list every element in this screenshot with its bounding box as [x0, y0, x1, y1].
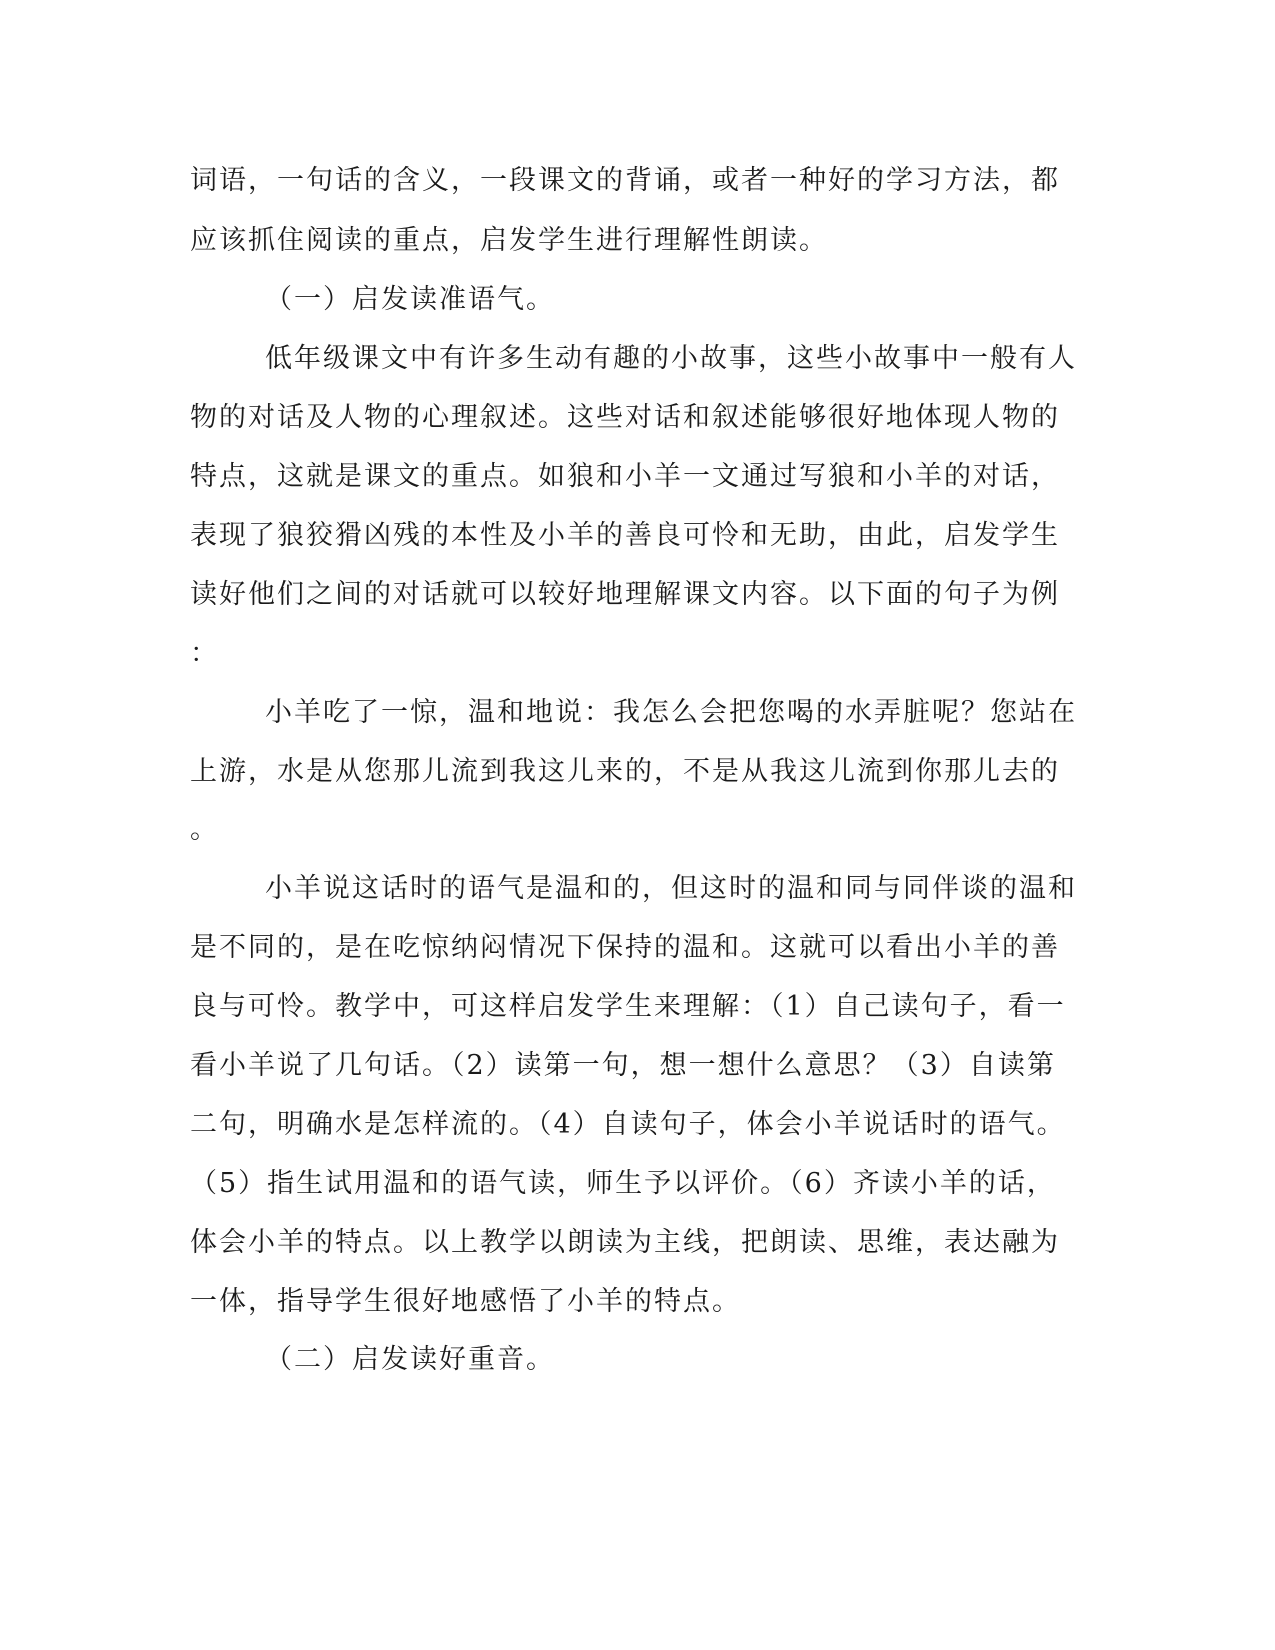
text-line: 小羊说这话时的语气是温和的，但这时的温和同与同伴谈的温和 — [265, 873, 1077, 904]
text-line: 应该抓住阅读的重点，启发学生进行理解性朗读。 — [190, 225, 828, 256]
text-line: 小羊吃了一惊，温和地说：我怎么会把您喝的水弄脏呢？您站在 — [265, 697, 1077, 728]
text-line: 词语，一句话的含义，一段课文的背诵，或者一种好的学习方法，都 — [190, 165, 1060, 196]
text-line: 物的对话及人物的心理叙述。这些对话和叙述能够很好地体现人物的 — [190, 402, 1060, 433]
text-line: （5）指生试用温和的语气读，师生予以评价。（6）齐读小羊的话， — [190, 1168, 1056, 1199]
text-line: 读好他们之间的对话就可以较好地理解课文内容。以下面的句子为例 — [190, 579, 1060, 610]
text-line: 是不同的，是在吃惊纳闷情况下保持的温和。这就可以看出小羊的善 — [190, 932, 1060, 963]
text-line: 特点，这就是课文的重点。如狼和小羊一文通过写狼和小羊的对话， — [190, 461, 1060, 492]
text-line: 低年级课文中有许多生动有趣的小故事，这些小故事中一般有人 — [265, 343, 1077, 374]
text-line: 看小羊说了几句话。（2）读第一句，想一想什么意思？（3）自读第 — [190, 1050, 1056, 1081]
text-line: 二句，明确水是怎样流的。（4）自读句子，体会小羊说话时的语气。 — [190, 1109, 1066, 1140]
text-line: 上游，水是从您那儿流到我这儿来的，不是从我这儿流到你那儿去的 — [190, 756, 1060, 787]
text-line: 良与可怜。教学中，可这样启发学生来理解：（1）自己读句子，看一 — [190, 991, 1066, 1022]
text-line: 一体，指导学生很好地感悟了小羊的特点。 — [190, 1286, 741, 1317]
text-line: ： — [190, 638, 219, 669]
section-heading: （一）启发读准语气。 — [265, 284, 555, 315]
text-line: 表现了狼狡猾凶残的本性及小羊的善良可怜和无助，由此，启发学生 — [190, 520, 1060, 551]
section-heading: （二）启发读好重音。 — [265, 1344, 555, 1375]
text-line: 。 — [190, 814, 219, 845]
text-line: 体会小羊的特点。以上教学以朗读为主线，把朗读、思维，表达融为 — [190, 1227, 1060, 1258]
